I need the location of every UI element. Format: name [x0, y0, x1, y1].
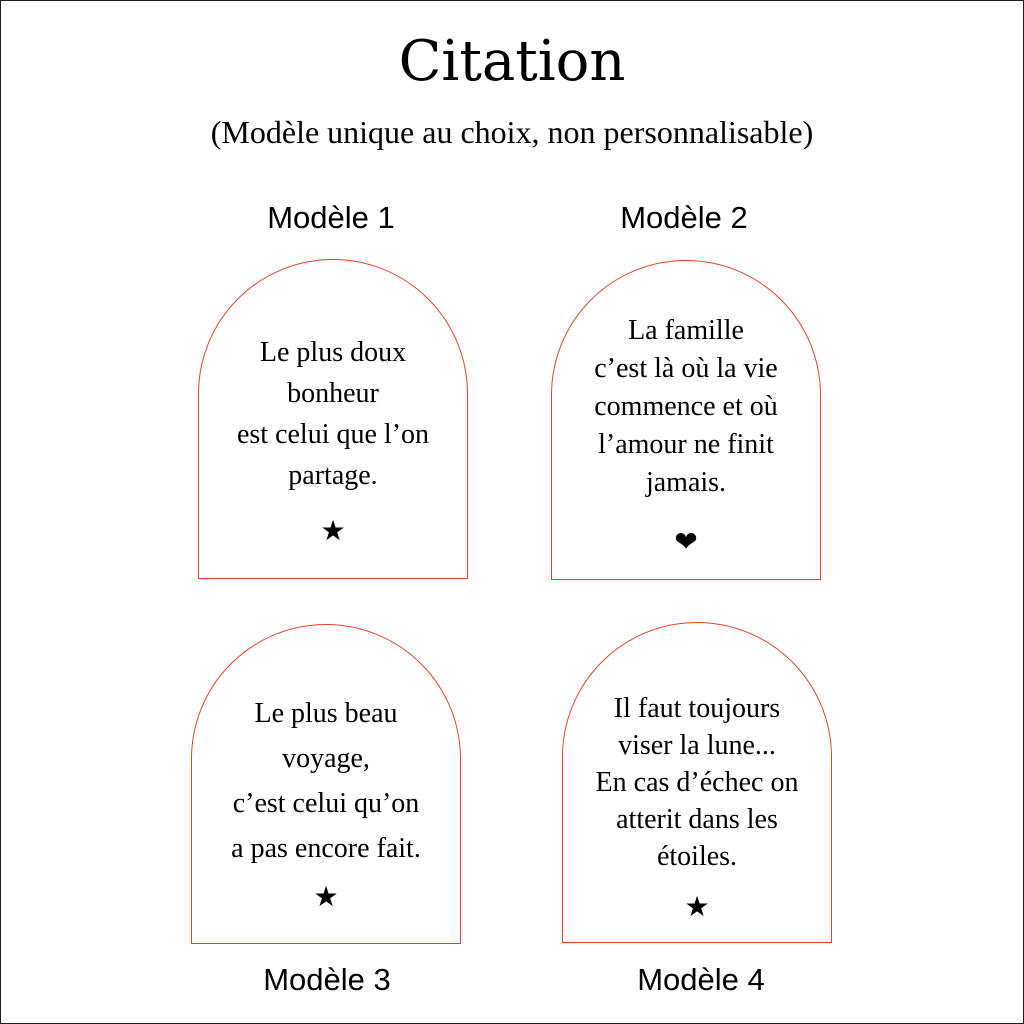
model-1-card[interactable]	[198, 259, 468, 579]
quote-line: atterit dans les	[616, 804, 778, 835]
quote-line: Il faut toujours	[613, 693, 781, 724]
quote-line: viser la lune...	[618, 730, 776, 761]
model-4-quote	[563, 690, 831, 875]
model-4-card[interactable]	[562, 622, 832, 943]
quote-line: l’amour ne finit	[598, 429, 774, 460]
page-title: Citation	[398, 29, 626, 94]
quote-line: étoiles.	[656, 841, 738, 872]
quote-line: c’est là où la vie	[594, 353, 778, 384]
model-1-quote	[199, 332, 467, 496]
star-icon: ★	[313, 880, 339, 913]
heart-icon: ❤	[674, 525, 698, 558]
star-icon: ★	[320, 514, 346, 547]
model-3-label: Modèle 3	[263, 962, 391, 997]
quote-line: bonheur	[287, 378, 379, 409]
quote-line: c’est celui qu’on	[232, 788, 420, 819]
quote-line: Le plus doux	[259, 337, 407, 368]
quote-line: La famille	[628, 315, 744, 346]
quote-line: est celui que l’on	[236, 419, 430, 450]
star-icon: ★	[684, 890, 710, 923]
model-2-quote	[552, 312, 820, 502]
quote-line: a pas encore fait.	[231, 833, 421, 864]
model-2-label: Modèle 2	[620, 200, 748, 235]
model-2-card[interactable]	[551, 260, 821, 580]
quote-line: Le plus beau	[254, 698, 398, 729]
model-3-quote	[192, 691, 460, 871]
quote-line: commence et où	[594, 391, 778, 422]
quote-line: voyage,	[282, 743, 370, 774]
quote-line: partage.	[288, 460, 378, 491]
model-1-label: Modèle 1	[267, 200, 395, 235]
quote-line: En cas d’échec on	[595, 767, 799, 798]
page-subtitle: (Modèle unique au choix, non personnalisable)	[210, 114, 814, 150]
quote-line: jamais.	[645, 467, 727, 498]
model-4-label: Modèle 4	[637, 962, 765, 997]
model-3-card[interactable]	[191, 624, 461, 944]
